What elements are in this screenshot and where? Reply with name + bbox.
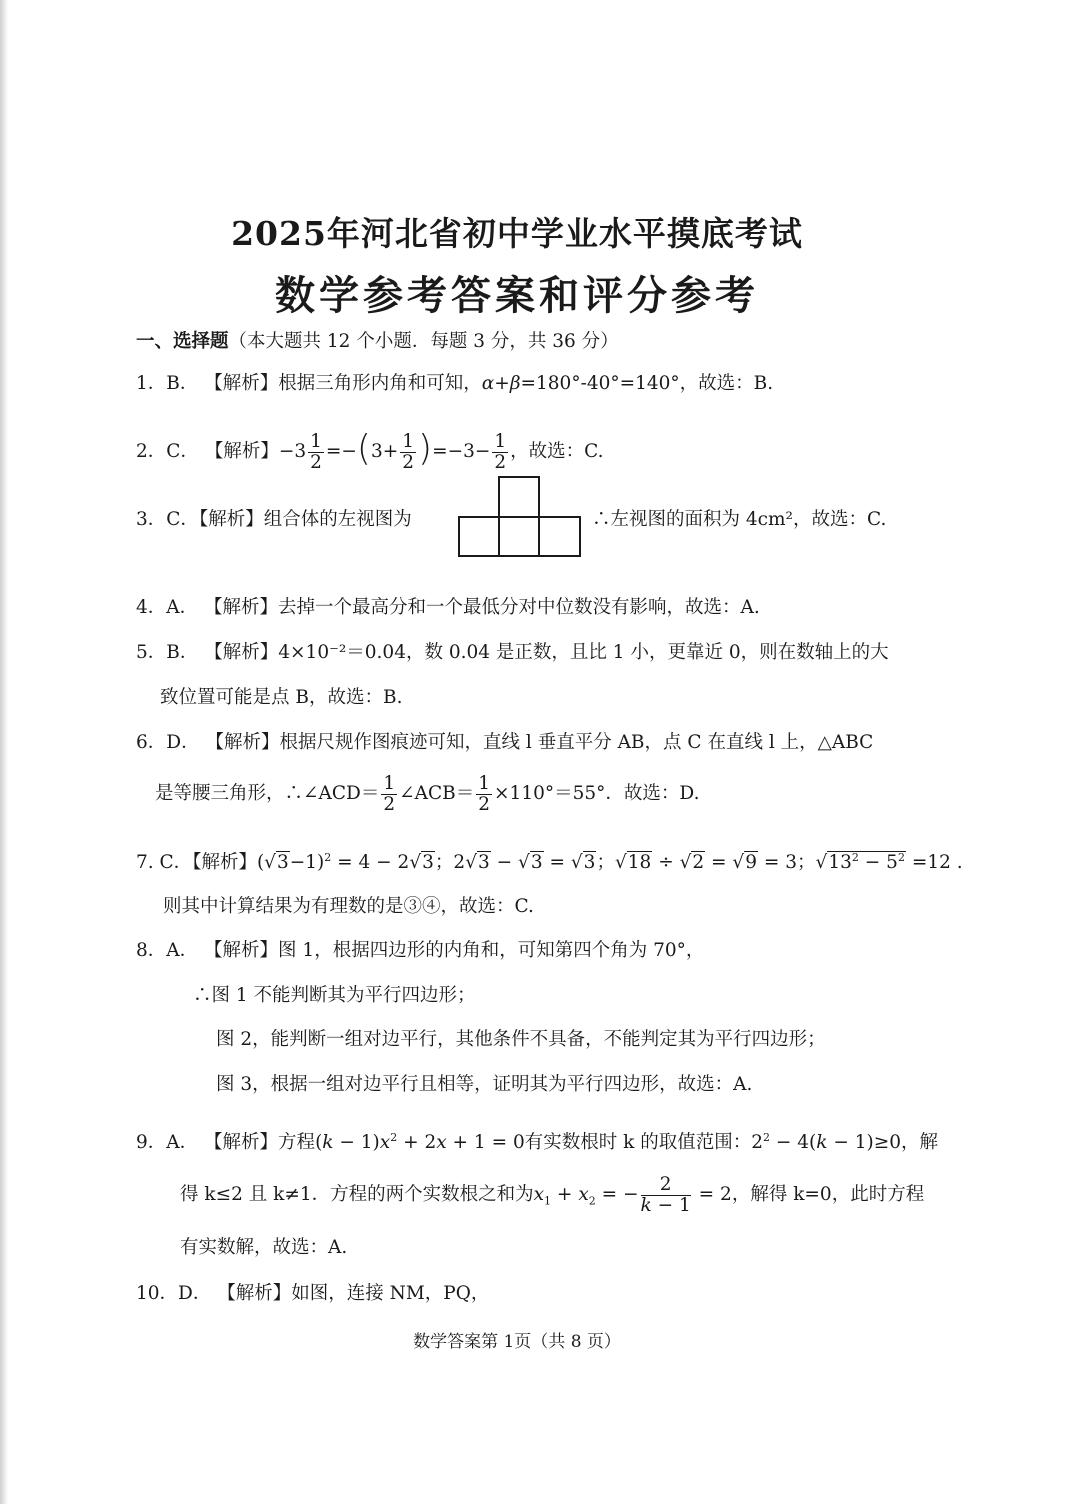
answer-item-8-line4: 图 3，根据一组对边平行且相等，证明其为平行四边形，故选：A.: [216, 1074, 753, 1095]
math-expression: $(√3-1)^2 = 4 - 2√3$；2√3 − √3 = √3；√18 ÷ √2 = √9 = 3；$√13^2 - 5^2 =12$ .: [256, 851, 963, 874]
answer-item-6-continued: [155, 772, 699, 816]
math-expression: −3 $\frac{1}{2}$ =−(3+ $\frac{1}{2}$ )=−3− $\frac{1}{2}$: [278, 428, 507, 473]
math-alpha: α: [481, 373, 495, 394]
answer-item-10: [136, 1281, 489, 1307]
item-number: 9．A．: [136, 1132, 199, 1154]
answer-item-2: [136, 430, 604, 474]
answer-item-1: 1．B． 【解析】根据三角形内角和可知，α+β=180°-40°=140°，故选：B.: [136, 373, 774, 394]
page-footer: 数学答案第 1页（共 8 页）: [413, 1332, 621, 1352]
item-number: 4．A．: [136, 597, 199, 618]
analysis-tag: 【解析】: [205, 732, 280, 753]
item-text: ，解得 k=0，此时方程: [731, 1184, 925, 1205]
item-text: ，解: [901, 1132, 939, 1154]
item-text: 图 1，根据四边形的内角和，可知第四个角为 70°，: [278, 940, 705, 961]
answer-item-9-line3: 有实数解，故选：A.: [180, 1237, 348, 1258]
left-view-square-left: [458, 516, 500, 557]
answer-item-7: [136, 845, 963, 876]
analysis-tag: 【解析】: [204, 373, 279, 394]
analysis-tag: 【解析】: [217, 1283, 292, 1304]
math-expression: $(k - 1)x^2 + 2x + 1 = 0$: [315, 1131, 525, 1154]
item-text: 去掉一个最高分和一个最低分对中位数没有影响，故选：A.: [278, 597, 760, 618]
item-text: 组合体的左视图为: [263, 509, 412, 530]
left-view-square-top: [498, 476, 540, 518]
item-number: 7. C．: [136, 852, 193, 874]
math-expression: $x_1 + x_2$ = − $\frac{2}{k - 1}$ = 2: [533, 1173, 732, 1216]
item-expression: =180°-40°=140°，故选：B.: [520, 373, 774, 394]
item-number: 10．D．: [136, 1283, 212, 1304]
left-view-square-middle: [498, 516, 540, 557]
left-view-square-right: [538, 516, 581, 557]
answer-item-4: [136, 595, 760, 621]
item-text: 4×10⁻²＝0.04，数 0.04 是正数，且比 1 小，更靠近 0，则在数轴上的大: [278, 642, 889, 663]
section-heading-note: （本大题共 12 个小题．每题 3 分，共 36 分）: [228, 331, 619, 352]
answer-item-8: [136, 938, 704, 964]
item-text: 根据尺规作图痕迹可知，直线 l 垂直平分 AB，点 C 在直线 l 上，△ABC: [279, 732, 874, 753]
analysis-tag: 【解析】: [204, 1132, 279, 1154]
answer-item-8-line2: ∴图 1 不能判断其为平行四边形；: [193, 985, 476, 1006]
answer-item-5-continued: 致位置可能是点 B，故选：B.: [160, 687, 403, 708]
page-subtitle: 数学参考答案和评分参考: [275, 272, 759, 319]
answer-item-8-line3: 图 2，能判断一组对边平行，其他条件不具备，不能判定其为平行四边形；: [216, 1029, 826, 1050]
section-heading-label: 一、选择题: [136, 331, 229, 352]
analysis-tag: 【解析】: [198, 509, 264, 530]
item-text: 根据三角形内角和可知，: [278, 373, 482, 394]
fraction-one-half: $\frac{1}{2}$: [478, 772, 491, 815]
fraction-one-half: $\frac{1}{2}$: [383, 772, 396, 815]
item-text: 得 k≤2 且 k≠1．方程的两个实数根之和为: [180, 1184, 534, 1205]
item-text: ，故选：C.: [510, 441, 604, 462]
answer-item-9-continued: [180, 1172, 924, 1225]
answer-item-7-continued: 则其中计算结果为有理数的是③④，故选：C.: [163, 896, 534, 917]
answer-item-3-conclusion: ∴左视图的面积为 4cm²，故选：C.: [592, 509, 887, 530]
item-number: 6．D．: [136, 732, 200, 753]
item-number: 3．C．: [136, 509, 199, 530]
answer-item-5: [136, 640, 889, 666]
item-text: ∠ACB＝: [399, 783, 475, 804]
analysis-tag: 【解析】: [204, 940, 279, 961]
item-text: 是等腰三角形，∴∠ACD＝: [155, 783, 380, 804]
section-heading: [136, 327, 619, 353]
item-text: 如图，连接 NM，PQ，: [291, 1283, 490, 1304]
item-text: ×110°＝55°．故选：D.: [494, 783, 700, 804]
answer-item-9: [136, 1125, 938, 1156]
math-beta: β: [509, 373, 521, 394]
page-title: 2025年河北省初中学业水平摸底考试: [231, 214, 803, 253]
math-expression: $2^2 - 4(k - 1)\ge 0$: [751, 1131, 902, 1154]
item-text: 有实数根时 k 的取值范围：: [524, 1132, 752, 1154]
answer-item-3: [136, 507, 412, 533]
item-text: 方程: [278, 1132, 316, 1154]
analysis-tag: 【解析】: [204, 441, 279, 462]
analysis-tag: 【解析】: [204, 642, 279, 663]
item-number: 1．B．: [136, 373, 199, 394]
analysis-tag: 【解析】: [192, 852, 257, 874]
item-number: 8．A．: [136, 940, 199, 961]
item-number: 2．C．: [136, 441, 199, 462]
item-number: 5．B．: [136, 642, 199, 663]
analysis-tag: 【解析】: [204, 597, 279, 618]
answer-item-6: [136, 730, 873, 756]
